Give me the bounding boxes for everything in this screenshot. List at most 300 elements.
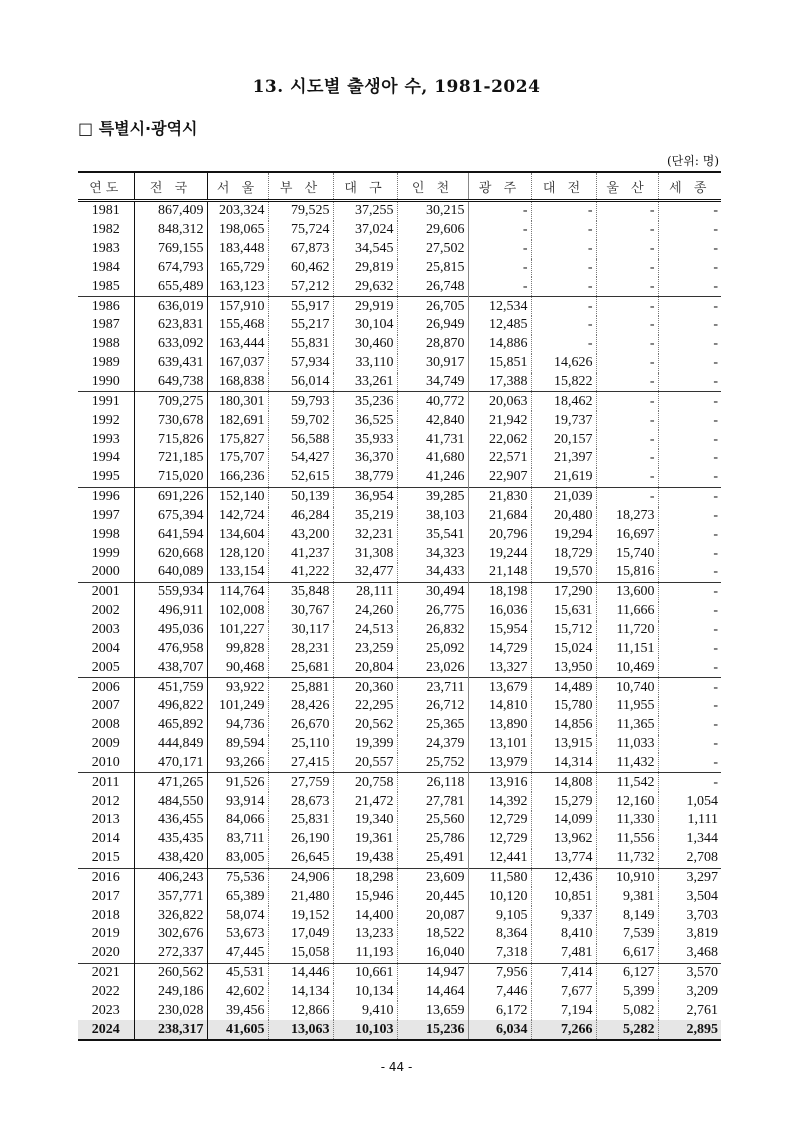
value-cell: 15,058 (268, 944, 333, 963)
value-cell: 94,736 (207, 716, 268, 735)
value-cell: 34,545 (333, 240, 397, 259)
table-row (78, 1001, 721, 1020)
table-row (78, 335, 721, 354)
value-cell: 26,645 (268, 849, 333, 868)
year-cell: 2022 (78, 983, 134, 1002)
value-cell: 29,919 (333, 297, 397, 316)
value-cell: 5,399 (596, 983, 658, 1002)
value-cell: 13,950 (531, 658, 596, 677)
value-cell: 451,759 (134, 678, 207, 697)
year-cell: 2000 (78, 563, 134, 582)
year-cell: 1989 (78, 354, 134, 373)
value-cell: 559,934 (134, 582, 207, 601)
value-cell: 167,037 (207, 354, 268, 373)
value-cell: 17,290 (531, 582, 596, 601)
year-cell: 2021 (78, 963, 134, 982)
year-cell: 2008 (78, 716, 134, 735)
value-cell: 11,151 (596, 639, 658, 658)
table-row (78, 487, 721, 506)
value-cell: 29,819 (333, 259, 397, 278)
value-cell: 34,749 (397, 373, 468, 392)
value-cell: 3,209 (658, 983, 721, 1002)
value-cell: 14,489 (531, 678, 596, 697)
table-row (78, 716, 721, 735)
table-row (78, 963, 721, 982)
value-cell: 163,444 (207, 335, 268, 354)
value-cell: 14,810 (468, 697, 531, 716)
value-cell: 715,826 (158, 431, 204, 447)
value-cell: 26,748 (397, 277, 468, 296)
value-cell: - (596, 430, 658, 449)
table-row (78, 259, 721, 278)
value-cell: 128,120 (207, 544, 268, 563)
value-cell: 2,708 (658, 849, 721, 868)
value-cell: 5,082 (596, 1001, 658, 1020)
value-cell: 89,594 (207, 735, 268, 754)
table-row (78, 430, 721, 449)
value-cell: 83,711 (207, 830, 268, 849)
value-cell: - (531, 316, 596, 335)
value-cell: 101,249 (207, 697, 268, 716)
year-cell: 1988 (78, 335, 134, 354)
value-cell: - (658, 392, 721, 411)
value-cell: 7,414 (531, 963, 596, 982)
value-cell: 7,481 (531, 944, 596, 963)
value-cell: 37,255 (333, 201, 397, 221)
value-cell: 26,118 (397, 773, 468, 792)
year-cell: 1994 (78, 449, 134, 468)
value-cell: 175,827 (207, 430, 268, 449)
value-cell: - (658, 678, 721, 697)
value-cell: 93,914 (207, 792, 268, 811)
table-row (78, 773, 721, 792)
table-row (78, 544, 721, 563)
value-cell: 57,934 (268, 354, 333, 373)
year-cell: 2006 (78, 678, 134, 697)
births-table (78, 171, 721, 1041)
value-cell: 13,962 (531, 830, 596, 849)
value-cell: 19,244 (468, 544, 531, 563)
value-cell: 302,676 (158, 926, 204, 942)
value-cell: 29,632 (333, 277, 397, 296)
value-cell: 183,448 (207, 240, 268, 259)
value-cell: 11,033 (596, 735, 658, 754)
value-cell: - (658, 468, 721, 487)
value-cell: 35,236 (333, 392, 397, 411)
value-cell: 476,958 (158, 640, 204, 656)
value-cell: 180,301 (207, 392, 268, 411)
value-cell: 22,062 (468, 430, 531, 449)
page-title: 13. 시도별 출생아 수, 1981-2024 (252, 77, 541, 97)
value-cell: 25,752 (397, 753, 468, 772)
value-cell: 13,600 (596, 582, 658, 601)
value-cell: 14,392 (468, 792, 531, 811)
value-cell: 9,337 (531, 906, 596, 925)
table-row (78, 735, 721, 754)
value-cell: 8,364 (468, 925, 531, 944)
value-cell: 50,139 (268, 487, 333, 506)
value-cell: - (658, 582, 721, 601)
value-cell: 11,732 (596, 849, 658, 868)
value-cell: - (658, 259, 721, 278)
value-cell: 11,955 (596, 697, 658, 716)
value-cell: 83,005 (207, 849, 268, 868)
table-row (78, 582, 721, 601)
value-cell: 24,906 (268, 868, 333, 887)
value-cell: 28,111 (333, 582, 397, 601)
value-cell: 14,400 (333, 906, 397, 925)
value-cell: 18,729 (531, 544, 596, 563)
year-cell: 2009 (78, 735, 134, 754)
value-cell: - (468, 259, 531, 278)
value-cell: 1,054 (658, 792, 721, 811)
value-cell: 13,774 (531, 849, 596, 868)
year-cell: 2007 (78, 697, 134, 716)
value-cell: - (658, 525, 721, 544)
value-cell: 42,602 (207, 983, 268, 1002)
value-cell: 43,200 (268, 525, 333, 544)
value-cell: 7,956 (468, 963, 531, 982)
value-cell: 142,724 (207, 507, 268, 526)
value-cell: 1,111 (658, 811, 721, 830)
year-cell: 1984 (78, 259, 134, 278)
value-cell: - (596, 316, 658, 335)
value-cell: 58,074 (207, 906, 268, 925)
value-cell: 20,557 (333, 753, 397, 772)
value-cell: 11,432 (596, 753, 658, 772)
value-cell: - (596, 449, 658, 468)
table-row (78, 468, 721, 487)
value-cell: 3,468 (658, 944, 721, 963)
year-cell: 1995 (78, 468, 134, 487)
value-cell: 20,804 (333, 658, 397, 677)
year-cell: 1992 (78, 411, 134, 430)
value-cell: 19,340 (333, 811, 397, 830)
value-cell: 79,525 (268, 201, 333, 221)
value-cell: 12,436 (531, 868, 596, 887)
table-row (78, 792, 721, 811)
value-cell: 25,881 (268, 678, 333, 697)
value-cell: 41,731 (397, 430, 468, 449)
value-cell: 9,105 (468, 906, 531, 925)
value-cell: 14,856 (531, 716, 596, 735)
value-cell: 11,365 (596, 716, 658, 735)
value-cell: 11,580 (468, 868, 531, 887)
value-cell: - (658, 697, 721, 716)
value-cell: 6,034 (468, 1020, 531, 1040)
value-cell: 14,134 (268, 983, 333, 1002)
value-cell: 13,890 (468, 716, 531, 735)
value-cell: 90,468 (207, 658, 268, 677)
year-cell: 1987 (78, 316, 134, 335)
year-cell: 2003 (78, 621, 134, 640)
value-cell: 55,917 (268, 297, 333, 316)
value-cell: - (658, 373, 721, 392)
year-cell: 1991 (78, 392, 134, 411)
value-cell: 8,410 (531, 925, 596, 944)
value-cell: 38,779 (333, 468, 397, 487)
value-cell: 484,550 (158, 793, 204, 809)
value-cell: - (658, 716, 721, 735)
value-cell: - (658, 507, 721, 526)
value-cell: 32,231 (333, 525, 397, 544)
value-cell: - (596, 297, 658, 316)
value-cell: - (596, 221, 658, 240)
value-cell: 28,673 (268, 792, 333, 811)
table-row (78, 221, 721, 240)
value-cell: 640,089 (158, 564, 204, 580)
value-cell: 438,420 (158, 850, 204, 866)
value-cell: 22,295 (333, 697, 397, 716)
value-cell: 21,830 (468, 487, 531, 506)
value-cell: 13,916 (468, 773, 531, 792)
value-cell: - (658, 449, 721, 468)
value-cell: 21,397 (531, 449, 596, 468)
year-cell: 2016 (78, 868, 134, 887)
table-row (78, 811, 721, 830)
value-cell: 12,866 (268, 1001, 333, 1020)
value-cell: 3,703 (658, 906, 721, 925)
value-cell: 3,504 (658, 887, 721, 906)
value-cell: 15,712 (531, 621, 596, 640)
value-cell: 24,513 (333, 621, 397, 640)
value-cell: 7,677 (531, 983, 596, 1002)
value-cell: 18,298 (333, 868, 397, 887)
value-cell: 7,446 (468, 983, 531, 1002)
value-cell: 198,065 (207, 221, 268, 240)
table-row (78, 621, 721, 640)
value-cell: 59,793 (268, 392, 333, 411)
value-cell: 34,323 (397, 544, 468, 563)
value-cell: 30,104 (333, 316, 397, 335)
value-cell: 57,212 (268, 277, 333, 296)
unit-label: (단위: 명) (667, 154, 719, 168)
table-row (78, 944, 721, 963)
table-row (78, 602, 721, 621)
value-cell: 30,460 (333, 335, 397, 354)
value-cell: - (596, 487, 658, 506)
value-cell: 19,152 (268, 906, 333, 925)
column-header: 대 전 (531, 172, 596, 201)
value-cell: 674,793 (158, 259, 204, 275)
table-row (78, 277, 721, 296)
value-cell: - (596, 411, 658, 430)
value-cell: 715,020 (158, 469, 204, 485)
value-cell: 67,873 (268, 240, 333, 259)
value-cell: 101,227 (207, 621, 268, 640)
value-cell: - (531, 259, 596, 278)
value-cell: 18,522 (397, 925, 468, 944)
value-cell: 13,063 (268, 1020, 333, 1040)
value-cell: 867,409 (158, 203, 204, 219)
value-cell: 65,389 (207, 887, 268, 906)
value-cell: 33,261 (333, 373, 397, 392)
value-cell: 19,294 (531, 525, 596, 544)
value-cell: 730,678 (158, 412, 204, 428)
value-cell: 40,772 (397, 392, 468, 411)
table-row (78, 1020, 721, 1040)
value-cell: 495,036 (158, 621, 204, 637)
year-cell: 2010 (78, 753, 134, 772)
value-cell: 182,691 (207, 411, 268, 430)
value-cell: 25,110 (268, 735, 333, 754)
value-cell: 23,026 (397, 658, 468, 677)
value-cell: - (658, 753, 721, 772)
value-cell: 31,308 (333, 544, 397, 563)
value-cell: 13,327 (468, 658, 531, 677)
table-row (78, 849, 721, 868)
table-row (78, 297, 721, 316)
value-cell: 25,365 (397, 716, 468, 735)
value-cell: - (531, 201, 596, 221)
column-header: 서 울 (207, 172, 268, 201)
table-row (78, 240, 721, 259)
value-cell: - (531, 240, 596, 259)
table-row (78, 639, 721, 658)
value-cell: 55,217 (268, 316, 333, 335)
value-cell: 13,101 (468, 735, 531, 754)
value-cell: - (596, 468, 658, 487)
value-cell: 34,433 (397, 563, 468, 582)
value-cell: 10,740 (596, 678, 658, 697)
value-cell: 37,024 (333, 221, 397, 240)
value-cell: 20,063 (468, 392, 531, 411)
year-cell: 2012 (78, 792, 134, 811)
value-cell: 38,103 (397, 507, 468, 526)
value-cell: 633,092 (158, 336, 204, 352)
value-cell: 41,680 (397, 449, 468, 468)
value-cell: 26,670 (268, 716, 333, 735)
value-cell: 6,172 (468, 1001, 531, 1020)
value-cell: 7,318 (468, 944, 531, 963)
value-cell: 39,456 (207, 1001, 268, 1020)
table-header-row (78, 172, 721, 201)
value-cell: 21,942 (468, 411, 531, 430)
value-cell: 19,361 (333, 830, 397, 849)
value-cell: 260,562 (134, 963, 207, 982)
year-cell: 2017 (78, 887, 134, 906)
value-cell: 25,815 (397, 259, 468, 278)
value-cell: 10,103 (333, 1020, 397, 1040)
value-cell: 11,330 (596, 811, 658, 830)
value-cell: 53,673 (207, 925, 268, 944)
value-cell: - (658, 621, 721, 640)
value-cell: 21,480 (268, 887, 333, 906)
year-cell: 2018 (78, 906, 134, 925)
table-row (78, 525, 721, 544)
value-cell: - (658, 563, 721, 582)
value-cell: 36,525 (333, 411, 397, 430)
column-header: 광 주 (468, 172, 531, 201)
value-cell: 84,066 (207, 811, 268, 830)
value-cell: 1,344 (658, 830, 721, 849)
value-cell: 17,049 (268, 925, 333, 944)
value-cell: 27,781 (397, 792, 468, 811)
value-cell: 15,816 (596, 563, 658, 582)
value-cell: 12,485 (468, 316, 531, 335)
value-cell: 27,415 (268, 753, 333, 772)
value-cell: 12,441 (468, 849, 531, 868)
value-cell: 7,266 (531, 1020, 596, 1040)
value-cell: 21,148 (468, 563, 531, 582)
value-cell: 30,215 (397, 201, 468, 221)
value-cell: 25,560 (397, 811, 468, 830)
value-cell: 19,570 (531, 563, 596, 582)
value-cell: 15,851 (468, 354, 531, 373)
value-cell: - (658, 316, 721, 335)
value-cell: 56,014 (268, 373, 333, 392)
value-cell: 23,609 (397, 868, 468, 887)
value-cell: 19,737 (531, 411, 596, 430)
year-cell: 1981 (78, 201, 134, 221)
value-cell: 11,556 (596, 830, 658, 849)
value-cell: 26,775 (397, 602, 468, 621)
value-cell: 636,019 (134, 297, 207, 316)
value-cell: 166,236 (207, 468, 268, 487)
value-cell: 21,472 (333, 792, 397, 811)
value-cell: 15,631 (531, 602, 596, 621)
value-cell: 13,915 (531, 735, 596, 754)
value-cell: 16,036 (468, 602, 531, 621)
value-cell: 436,455 (158, 812, 204, 828)
column-header: 대 구 (333, 172, 397, 201)
page-number: - 44 - (380, 1060, 413, 1074)
value-cell: 14,464 (397, 983, 468, 1002)
value-cell: 15,780 (531, 697, 596, 716)
value-cell: - (468, 277, 531, 296)
value-cell: 91,526 (207, 773, 268, 792)
value-cell: 9,410 (333, 1001, 397, 1020)
value-cell: 32,477 (333, 563, 397, 582)
value-cell: 20,157 (531, 430, 596, 449)
value-cell: 249,186 (158, 984, 204, 1000)
value-cell: 15,954 (468, 621, 531, 640)
value-cell: 15,822 (531, 373, 596, 392)
value-cell: 326,822 (158, 907, 204, 923)
table-row (78, 753, 721, 772)
value-cell: 21,684 (468, 507, 531, 526)
year-cell: 2005 (78, 658, 134, 677)
value-cell: - (658, 658, 721, 677)
value-cell: 14,446 (268, 963, 333, 982)
value-cell: - (531, 221, 596, 240)
year-cell: 1998 (78, 525, 134, 544)
value-cell: 11,666 (596, 602, 658, 621)
value-cell: 25,681 (268, 658, 333, 677)
value-cell: 2,761 (658, 1001, 721, 1020)
value-cell: 465,892 (158, 717, 204, 733)
value-cell: 25,092 (397, 639, 468, 658)
value-cell: - (596, 373, 658, 392)
value-cell: 5,282 (596, 1020, 658, 1040)
value-cell: 10,910 (596, 868, 658, 887)
value-cell: 20,360 (333, 678, 397, 697)
value-cell: 36,954 (333, 487, 397, 506)
value-cell: 8,149 (596, 906, 658, 925)
value-cell: 36,370 (333, 449, 397, 468)
value-cell: - (658, 773, 721, 792)
value-cell: 18,273 (596, 507, 658, 526)
value-cell: 22,571 (468, 449, 531, 468)
value-cell: 16,697 (596, 525, 658, 544)
value-cell: - (658, 639, 721, 658)
column-header: 전 국 (134, 172, 207, 201)
value-cell: 203,324 (207, 201, 268, 221)
value-cell: 12,729 (468, 811, 531, 830)
value-cell: 11,720 (596, 621, 658, 640)
value-cell: 25,786 (397, 830, 468, 849)
value-cell: - (596, 201, 658, 221)
